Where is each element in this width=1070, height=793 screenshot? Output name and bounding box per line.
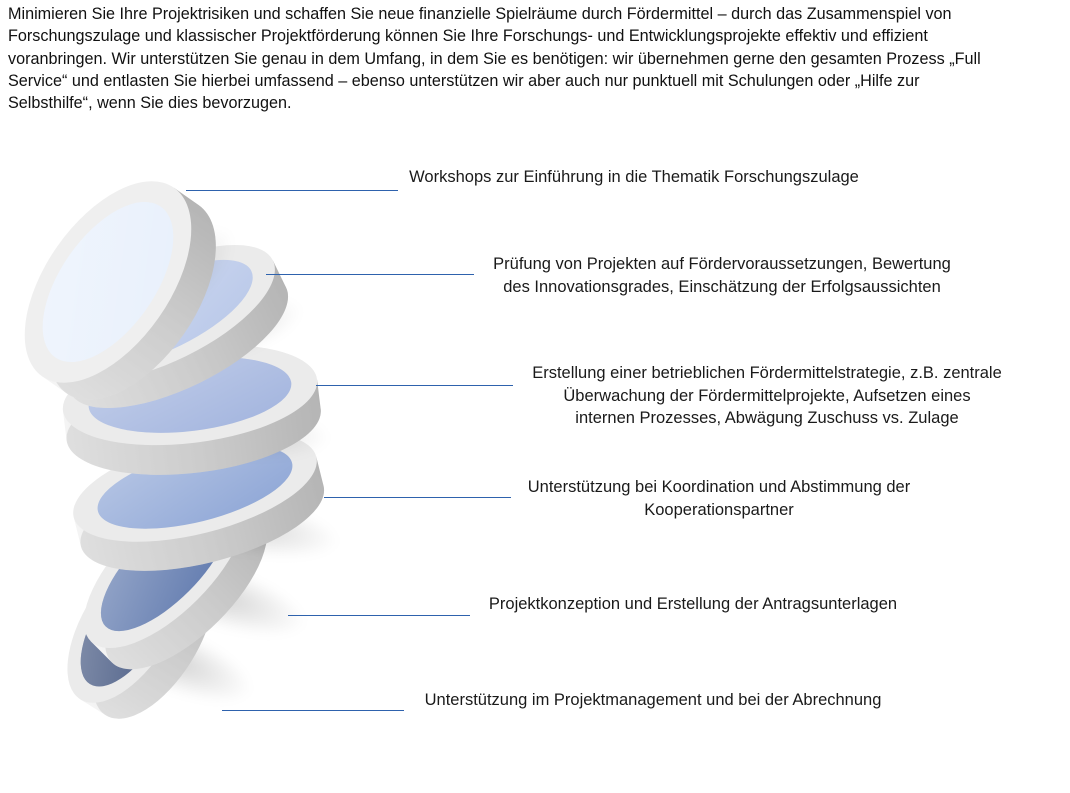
service-5-line-1: Projektkonzeption und Erstellung der Antragsunterlagen	[488, 595, 898, 613]
service-1-line-1: Workshops zur Einführung in die Thematik Forschungszulage	[409, 168, 859, 186]
service-3-line-3: internen Prozesses, Abwägung Zuschuss vs. Zulage	[575, 409, 959, 427]
intro-paragraph: Minimieren Sie Ihre Projektrisiken und schaffen Sie neue finanzielle Spielräume durch Fördermittel – durch das Zusammenspiel von Forschungszulage und klassischer Projektförderung können Sie Ihre Forschungs- und Entwicklungsprojekte effektiv und effizient voranbringen. Wir unterstützen Sie genau in dem Umfang, in dem Sie es benötigen: wir übernehmen gerne den gesamten Prozess „Full Service“ und entlasten Sie hierbei umfassend – ebenso unterstützen wir aber auch nur punktuell mit Schulungen oder „Hilfe zur Selbsthilfe“, wenn Sie dies bevorzugen.	[8, 5, 981, 113]
service-3-line-1: Erstellung einer betrieblichen Fördermittelstrategie, z.B. zentrale	[532, 364, 1002, 382]
service-label-3	[498, 362, 1036, 430]
service-label-5	[458, 593, 928, 616]
service-4-line-2: Kooperationspartner	[644, 500, 794, 519]
service-label-4	[498, 476, 940, 521]
service-2-line-1: Prüfung von Projekten auf Fördervoraussetzungen, Bewertung	[493, 255, 951, 273]
service-4-line-1: Unterstützung bei Koordination und Abstimmung der	[527, 478, 911, 496]
service-3-line-2: Überwachung der Fördermittelprojekte, Aufsetzen eines	[563, 386, 971, 405]
service-2-line-2: des Innovationsgrades, Einschätzung der Erfolgsaussichten	[503, 277, 941, 296]
service-label-6	[390, 689, 916, 712]
service-label-1	[380, 166, 888, 189]
service-6-line-1: Unterstützung im Projektmanagement und bei der Abrechnung	[424, 691, 882, 709]
service-label-2	[462, 253, 982, 298]
